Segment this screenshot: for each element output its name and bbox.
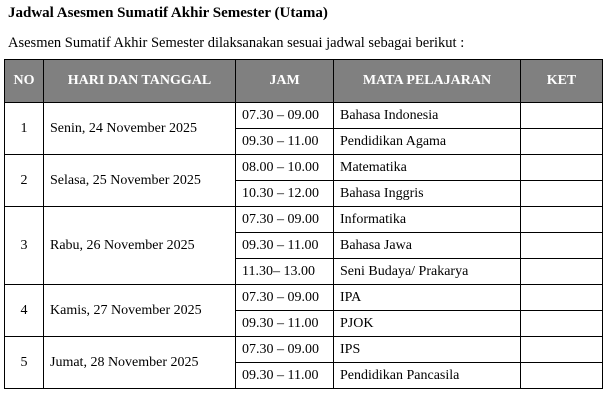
day-date: Jumat, 28 November 2025 [44,337,236,389]
session-subject: PJOK [334,311,521,337]
session-subject: IPS [334,337,521,363]
session-subject: Pendidikan Agama [334,129,521,155]
session-note [521,311,603,337]
session-note [521,233,603,259]
day-number: 5 [5,337,44,389]
day-date: Selasa, 25 November 2025 [44,155,236,207]
session-subject: Seni Budaya/ Prakarya [334,259,521,285]
session-note [521,285,603,311]
session-note [521,103,603,129]
session-time: 11.30– 13.00 [236,259,334,285]
table-row [5,103,603,129]
session-subject: Pendidikan Pancasila [334,363,521,389]
schedule-table [4,59,603,389]
session-time: 09.30 – 11.00 [236,129,334,155]
day-number: 3 [5,207,44,285]
session-note [521,363,603,389]
day-date: Kamis, 27 November 2025 [44,285,236,337]
session-note [521,259,603,285]
table-row [5,285,603,311]
session-note [521,181,603,207]
session-note [521,155,603,181]
session-subject: Matematika [334,155,521,181]
session-time: 07.30 – 09.00 [236,207,334,233]
day-number: 2 [5,155,44,207]
session-note [521,207,603,233]
session-subject: Bahasa Jawa [334,233,521,259]
header-hari-tanggal: HARI DAN TANGGAL [44,60,236,103]
table-row [5,207,603,233]
session-note [521,337,603,363]
header-ket: KET [521,60,603,103]
table-row [5,155,603,181]
session-subject: Informatika [334,207,521,233]
header-mata-pelajaran: MATA PELAJARAN [334,60,521,103]
session-time: 09.30 – 11.00 [236,233,334,259]
header-no: NO [5,60,44,103]
intro-text: Asesmen Sumatif Akhir Semester dilaksanakan sesuai jadwal sebagai berikut : [8,35,465,51]
session-time: 07.30 – 09.00 [236,337,334,363]
day-number: 1 [5,103,44,155]
session-time: 07.30 – 09.00 [236,103,334,129]
header-jam: JAM [236,60,334,103]
session-time: 10.30 – 12.00 [236,181,334,207]
session-subject: IPA [334,285,521,311]
day-date: Senin, 24 November 2025 [44,103,236,155]
session-time: 09.30 – 11.00 [236,311,334,337]
session-time: 09.30 – 11.00 [236,363,334,389]
table-row [5,337,603,363]
document-title: Jadwal Asesmen Sumatif Akhir Semester (Utama) [8,5,328,21]
session-note [521,129,603,155]
day-number: 4 [5,285,44,337]
session-subject: Bahasa Inggris [334,181,521,207]
session-time: 07.30 – 09.00 [236,285,334,311]
session-subject: Bahasa Indonesia [334,103,521,129]
day-date: Rabu, 26 November 2025 [44,207,236,285]
header-row [5,60,603,103]
session-time: 08.00 – 10.00 [236,155,334,181]
